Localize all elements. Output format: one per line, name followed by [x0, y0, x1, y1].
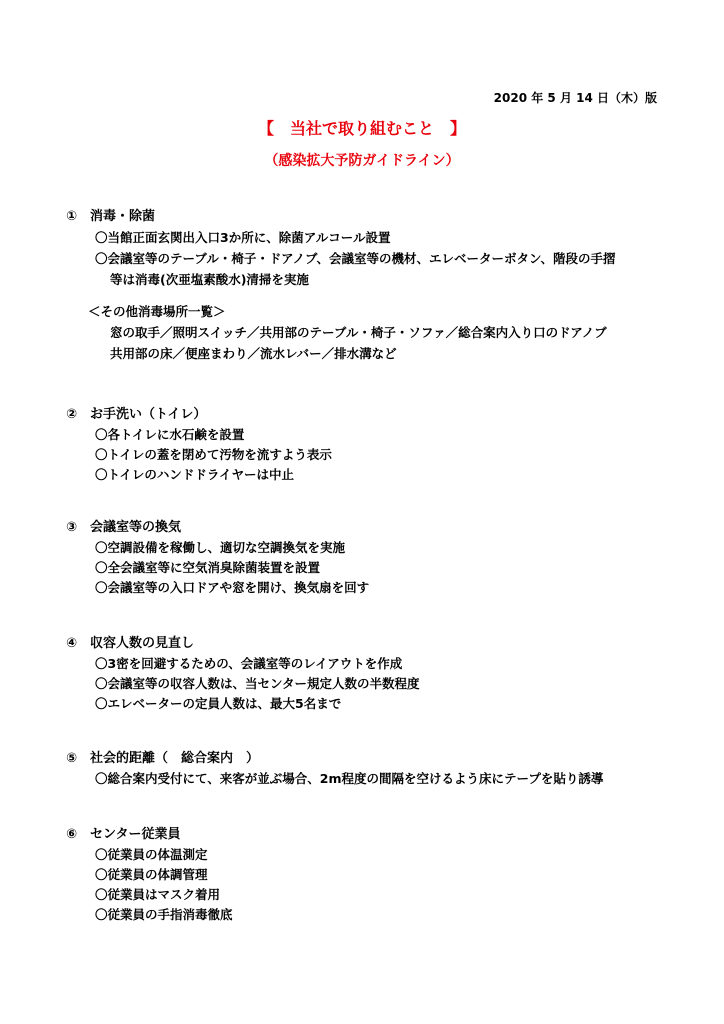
- list-item: 〇従業員の体調管理: [95, 867, 208, 882]
- document-subtitle: （感染拡大予防ガイドライン）: [264, 153, 460, 169]
- list-item-continuation: 等は消毒(次亜塩素酸水)清掃を実施: [110, 272, 309, 287]
- list-item: 〇会議室等のテーブル・椅子・ドアノブ、会議室等の機材、エレベーターボタン、階段の手摺: [95, 251, 616, 266]
- section-heading: ④ 収容人数の見直し: [66, 636, 195, 651]
- list-item: 〇総合案内受付にて、来客が並ぶ場合、2m程度の間隔を空けるよう床にテープを貼り誘導: [95, 771, 604, 786]
- list-item: 〇トイレの蓋を閉めて汚物を流すよう表示: [95, 447, 332, 462]
- list-item: 〇従業員の体温測定: [95, 847, 208, 862]
- list-item: 窓の取手／照明スイッチ／共用部のテーブル・椅子・ソファ／総合案内入り口のドアノブ: [110, 325, 607, 340]
- document-title: 【 当社で取り組むこと 】: [257, 119, 466, 138]
- document-date: 2020 年 5 月 14 日（木）版: [493, 91, 657, 105]
- list-item: 〇従業員はマスク着用: [95, 887, 221, 902]
- list-item: 〇会議室等の入口ドアや窓を開け、換気扇を回す: [95, 580, 370, 595]
- list-item: 〇空調設備を稼働し、適切な空調換気を実施: [95, 540, 346, 555]
- list-item: 〇当館正面玄関出入口3か所に、除菌アルコール設置: [95, 230, 391, 245]
- section-heading: ① 消毒・除菌: [66, 209, 156, 224]
- list-item: 〇従業員の手指消毒徹底: [95, 907, 233, 922]
- section-heading: ③ 会議室等の換気: [66, 520, 182, 535]
- section-heading: ② お手洗い（トイレ）: [66, 407, 207, 422]
- list-item: 〇3密を回避するための、会議室等のレイアウトを作成: [95, 656, 403, 671]
- sub-heading: ＜その他消毒場所一覧＞: [88, 304, 226, 319]
- section-heading: ⑥ センター従業員: [66, 827, 181, 842]
- list-item: 〇エレベーターの定員人数は、最大5名まで: [95, 696, 342, 711]
- list-item: 〇各トイレに水石鹸を設置: [95, 427, 245, 442]
- section-heading: ⑤ 社会的距離（ 総合案内 ）: [66, 751, 260, 766]
- list-item: 〇全会議室等に空気消臭除菌装置を設置: [95, 560, 321, 575]
- list-item: 共用部の床／便座まわり／流水レバー／排水溝など: [110, 346, 397, 361]
- list-item: 〇トイレのハンドドライヤーは中止: [95, 467, 295, 482]
- list-item: 〇会議室等の収容人数は、当センター規定人数の半数程度: [95, 676, 420, 691]
